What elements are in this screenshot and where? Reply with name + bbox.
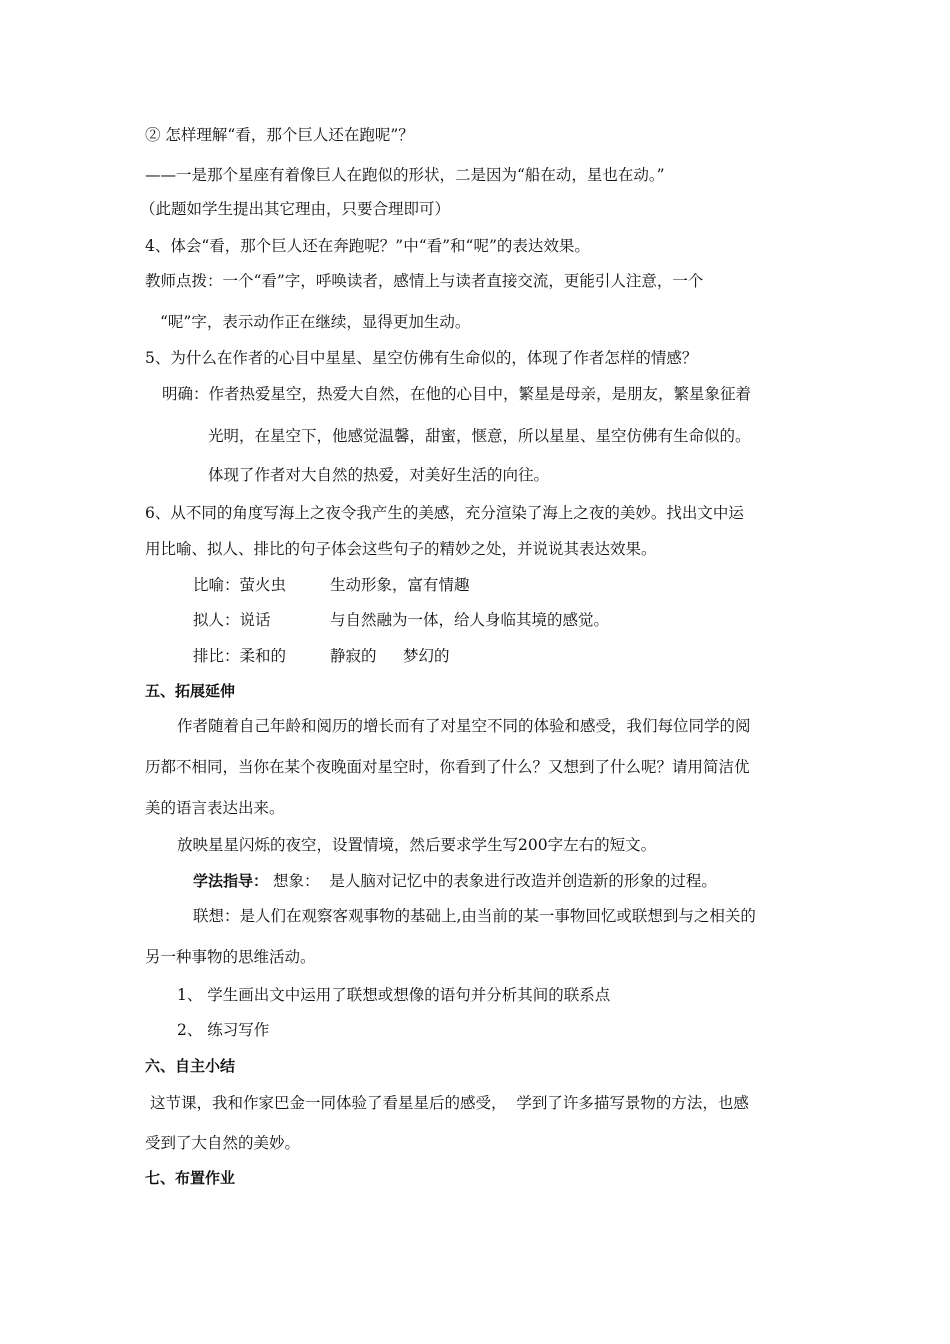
text-line: 排比：柔和的 xyxy=(193,647,287,665)
text-line: 与自然融为一体，给人身临其境的感觉。 xyxy=(330,611,610,629)
section-heading: 六、自主小结 xyxy=(145,1057,236,1075)
text-line: 拟人：说话 xyxy=(193,611,271,629)
text-line: “呢”字，表示动作正在继续，显得更加生动。 xyxy=(160,313,471,331)
text-line: 梦幻的 xyxy=(403,647,450,665)
text-line: 比喻：萤火虫 xyxy=(193,576,287,594)
section-heading: 五、拓展延伸 xyxy=(145,682,236,700)
text-line: 明确：作者热爱星空，热爱大自然，在他的心目中，繁星是母亲，是朋友，繁星象征着 xyxy=(162,385,752,403)
text-line: （此题如学生提出其它理由，只要合理即可） xyxy=(140,200,451,218)
text-line: 这节课，我和作家巴金一同体验了看星星后的感受， 学到了许多描写景物的方法，也感 xyxy=(150,1094,749,1112)
text-line: ——一是那个星座有着像巨人在跑似的形状，二是因为“船在动，星也在动。” xyxy=(145,166,665,184)
text-line: ② 怎样理解“看，那个巨人还在跑呢”？ xyxy=(145,126,414,144)
text-line: 2、 练习写作 xyxy=(177,1021,270,1039)
text-line: 6、从不同的角度写海上之夜令我产生的美感，充分渲染了海上之夜的美妙。找出文中运 xyxy=(145,504,744,522)
text-line: 静寂的 xyxy=(330,647,377,665)
text-line: 放映星星闪烁的夜空，设置情境，然后要求学生写200字左右的短文。 xyxy=(177,836,657,854)
text-line: 联想：是人们在观察客观事物的基础上,由当前的某一事物回忆或联想到与之相关的 xyxy=(193,907,756,925)
section-heading: 七、布置作业 xyxy=(145,1169,236,1187)
text-line: 4、体会“看，那个巨人还在奔跑呢？”中“看”和“呢”的表达效果。 xyxy=(145,237,590,255)
subheading: 学法指导： xyxy=(193,872,269,890)
text-line: 5、为什么在作者的心目中星星、星空仿佛有生命似的，体现了作者怎样的情感？ xyxy=(145,349,698,367)
text-line: 生动形象，富有情趣 xyxy=(330,576,470,594)
text-line: 用比喻、拟人、排比的句子体会这些句子的精妙之处，并说说其表达效果。 xyxy=(145,540,657,558)
text-line: 1、 学生画出文中运用了联想或想像的语句并分析其间的联系点 xyxy=(177,986,611,1004)
text-line: 美的语言表达出来。 xyxy=(145,799,285,817)
text-line: 受到了大自然的美妙。 xyxy=(145,1134,301,1152)
text-line: 另一种事物的思维活动。 xyxy=(145,948,316,966)
text-line: 作者随着自己年龄和阅历的增长而有了对星空不同的体验和感受，我们每位同学的阅 xyxy=(177,717,751,735)
text-line: 教师点拨：一个“看”字，呼唤读者，感情上与读者直接交流，更能引人注意，一个 xyxy=(145,272,704,290)
text-line: 想象： 是人脑对记忆中的表象进行改造并创造新的形象的过程。 xyxy=(273,872,717,890)
text-line: 历都不相同，当你在某个夜晚面对星空时，你看到了什么？又想到了什么呢？请用简洁优 xyxy=(145,758,750,776)
text-line: 光明，在星空下，他感觉温馨，甜蜜，惬意，所以星星、星空仿佛有生命似的。 xyxy=(208,427,751,445)
text-line: 体现了作者对大自然的热爱，对美好生活的向往。 xyxy=(208,466,550,484)
